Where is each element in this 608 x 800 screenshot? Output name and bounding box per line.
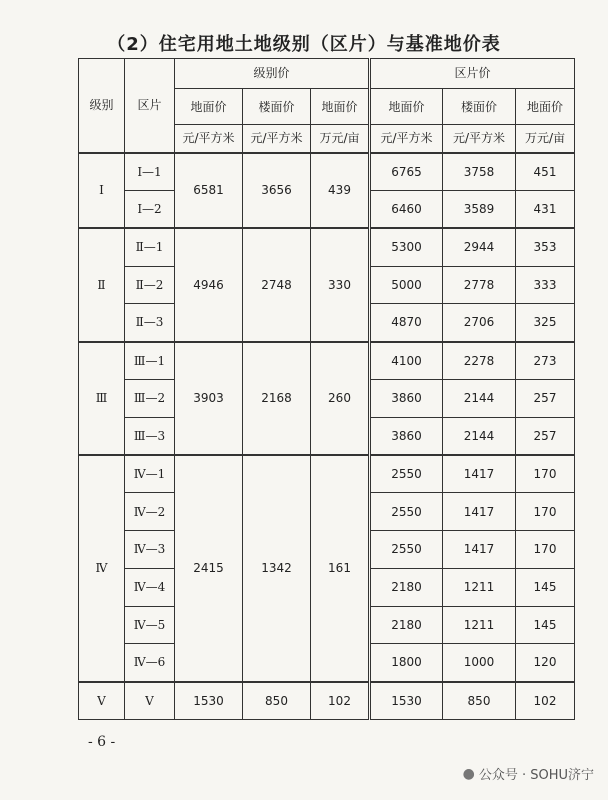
level-land-price: 2415 bbox=[175, 455, 243, 682]
table-row bbox=[79, 342, 575, 380]
level-land-price: 6581 bbox=[175, 153, 243, 229]
header-level: 级别 bbox=[79, 59, 125, 153]
zone-floor-price: 1417 bbox=[443, 531, 516, 569]
zone-cell: Ⅱ—1 bbox=[125, 228, 175, 266]
zone-floor-price: 2706 bbox=[443, 304, 516, 342]
table-row bbox=[79, 682, 575, 720]
zone-land-price-mu: 145 bbox=[516, 606, 575, 644]
level-cell: Ⅳ bbox=[79, 455, 125, 682]
zone-land-price: 2550 bbox=[370, 531, 443, 569]
zone-land-price: 5000 bbox=[370, 266, 443, 304]
zone-land-price: 5300 bbox=[370, 228, 443, 266]
zone-floor-price: 2778 bbox=[443, 266, 516, 304]
zone-land-price-mu: 333 bbox=[516, 266, 575, 304]
header-zone-land-price: 地面价 bbox=[370, 89, 443, 125]
zone-land-price: 2550 bbox=[370, 455, 443, 493]
header-zone-floor-price: 楼面价 bbox=[443, 89, 516, 125]
zone-land-price-mu: 145 bbox=[516, 568, 575, 606]
zone-floor-price: 2144 bbox=[443, 380, 516, 418]
zone-cell: Ⅳ—2 bbox=[125, 493, 175, 531]
header-floor-price: 楼面价 bbox=[243, 89, 311, 125]
zone-land-price-mu: 120 bbox=[516, 644, 575, 682]
land-price-table bbox=[78, 58, 575, 720]
zone-floor-price: 1000 bbox=[443, 644, 516, 682]
zone-land-price: 2550 bbox=[370, 493, 443, 531]
zone-floor-price: 1211 bbox=[443, 606, 516, 644]
zone-land-price-mu: 273 bbox=[516, 342, 575, 380]
zone-cell: Ⅰ—1 bbox=[125, 153, 175, 191]
zone-land-price-mu: 431 bbox=[516, 191, 575, 229]
zone-land-price-mu: 451 bbox=[516, 153, 575, 191]
zone-floor-price: 3758 bbox=[443, 153, 516, 191]
zone-floor-price: 850 bbox=[443, 682, 516, 720]
zone-floor-price: 2278 bbox=[443, 342, 516, 380]
zone-land-price-mu: 257 bbox=[516, 380, 575, 418]
watermark bbox=[463, 764, 594, 783]
zone-cell: Ⅳ—5 bbox=[125, 606, 175, 644]
zone-floor-price: 2144 bbox=[443, 417, 516, 455]
zone-floor-price: 1211 bbox=[443, 568, 516, 606]
zone-land-price: 1800 bbox=[370, 644, 443, 682]
wechat-icon: ● bbox=[462, 765, 475, 782]
zone-land-price: 3860 bbox=[370, 380, 443, 418]
unit-mu: 万元/亩 bbox=[311, 125, 370, 153]
level-floor-price: 2748 bbox=[243, 228, 311, 341]
zone-floor-price: 3589 bbox=[443, 191, 516, 229]
zone-cell: Ⅳ—6 bbox=[125, 644, 175, 682]
level-land-price: 3903 bbox=[175, 342, 243, 455]
zone-cell: Ⅱ—3 bbox=[125, 304, 175, 342]
zone-land-price-mu: 170 bbox=[516, 493, 575, 531]
level-floor-price: 1342 bbox=[243, 455, 311, 682]
zone-land-price: 6765 bbox=[370, 153, 443, 191]
zone-floor-price: 1417 bbox=[443, 455, 516, 493]
level-land-price-mu: 260 bbox=[311, 342, 370, 455]
level-cell: Ⅰ bbox=[79, 153, 125, 229]
zone-land-price: 4100 bbox=[370, 342, 443, 380]
page-number: - 6 - bbox=[88, 734, 116, 750]
level-land-price: 4946 bbox=[175, 228, 243, 341]
header-land-price-mu: 地面价 bbox=[311, 89, 370, 125]
unit-sqm: 元/平方米 bbox=[175, 125, 243, 153]
page-title: （2）住宅用地土地级别（区片）与基准地价表 bbox=[107, 34, 501, 55]
zone-land-price-mu: 170 bbox=[516, 455, 575, 493]
zone-land-price-mu: 257 bbox=[516, 417, 575, 455]
level-land-price-mu: 102 bbox=[311, 682, 370, 720]
level-land-price-mu: 330 bbox=[311, 228, 370, 341]
table-row bbox=[79, 228, 575, 266]
header-level-price: 级别价 bbox=[175, 59, 370, 89]
zone-floor-price: 1417 bbox=[443, 493, 516, 531]
zone-floor-price: 2944 bbox=[443, 228, 516, 266]
zone-land-price-mu: 170 bbox=[516, 531, 575, 569]
zone-land-price: 2180 bbox=[370, 606, 443, 644]
level-land-price-mu: 439 bbox=[311, 153, 370, 229]
zone-land-price-mu: 353 bbox=[516, 228, 575, 266]
level-floor-price: 3656 bbox=[243, 153, 311, 229]
unit-sqm: 元/平方米 bbox=[370, 125, 443, 153]
zone-cell: Ⅴ bbox=[125, 682, 175, 720]
level-land-price-mu: 161 bbox=[311, 455, 370, 682]
level-floor-price: 850 bbox=[243, 682, 311, 720]
table-row bbox=[79, 153, 575, 191]
zone-land-price-mu: 325 bbox=[516, 304, 575, 342]
zone-land-price: 2180 bbox=[370, 568, 443, 606]
zone-cell: Ⅲ—2 bbox=[125, 380, 175, 418]
header-zone-land-price-mu: 地面价 bbox=[516, 89, 575, 125]
header-land-price: 地面价 bbox=[175, 89, 243, 125]
table-row bbox=[79, 455, 575, 493]
unit-sqm: 元/平方米 bbox=[243, 125, 311, 153]
zone-land-price: 3860 bbox=[370, 417, 443, 455]
zone-cell: Ⅲ—3 bbox=[125, 417, 175, 455]
unit-mu: 万元/亩 bbox=[516, 125, 575, 153]
zone-cell: Ⅲ—1 bbox=[125, 342, 175, 380]
zone-cell: Ⅱ—2 bbox=[125, 266, 175, 304]
header-zone: 区片 bbox=[125, 59, 175, 153]
level-cell: Ⅱ bbox=[79, 228, 125, 341]
zone-cell: Ⅳ—1 bbox=[125, 455, 175, 493]
zone-cell: Ⅳ—3 bbox=[125, 531, 175, 569]
level-cell: Ⅲ bbox=[79, 342, 125, 455]
level-land-price: 1530 bbox=[175, 682, 243, 720]
zone-cell: Ⅳ—4 bbox=[125, 568, 175, 606]
zone-land-price: 4870 bbox=[370, 304, 443, 342]
zone-land-price-mu: 102 bbox=[516, 682, 575, 720]
unit-sqm: 元/平方米 bbox=[443, 125, 516, 153]
level-floor-price: 2168 bbox=[243, 342, 311, 455]
zone-land-price: 6460 bbox=[370, 191, 443, 229]
zone-cell: Ⅰ—2 bbox=[125, 191, 175, 229]
watermark-text: 公众号 · SOHU济宁 bbox=[478, 768, 594, 783]
header-zone-price: 区片价 bbox=[370, 59, 575, 89]
zone-land-price: 1530 bbox=[370, 682, 443, 720]
level-cell: Ⅴ bbox=[79, 682, 125, 720]
